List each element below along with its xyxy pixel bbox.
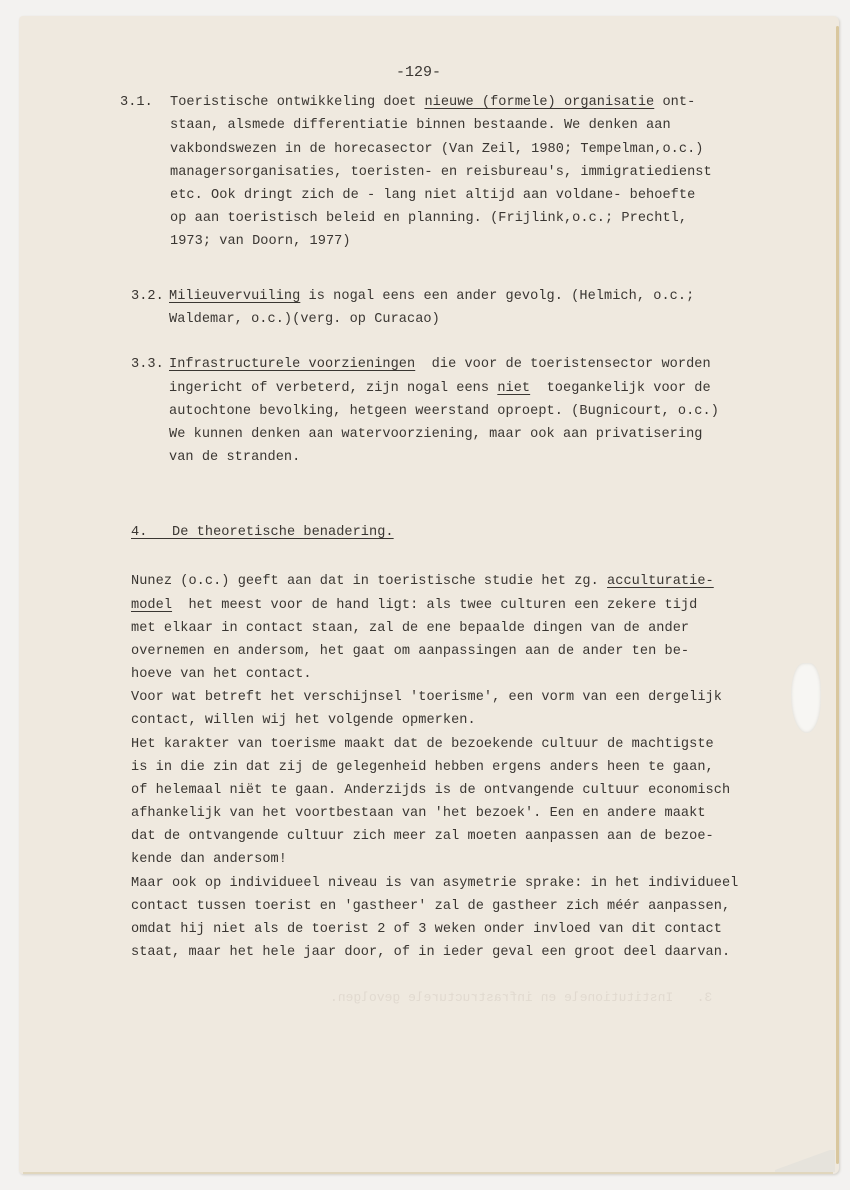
text-line: overnemen en andersom, het gaat om aanpassingen aan de ander ten be- xyxy=(131,644,690,659)
text-line: op aan toeristisch beleid en planning. (Frijlink,o.c.; Prechtl, xyxy=(170,211,688,226)
text-line: staan, alsmede differentiatie binnen bestaande. We denken aan xyxy=(170,118,671,133)
corner-fold xyxy=(775,1150,835,1172)
text-line: Maar ook op individueel niveau is van asymetrie sprake: in het individueel xyxy=(131,876,739,891)
text-line: dat de ontvangende cultuur zich meer zal moeten aanpassen aan de bezoe- xyxy=(131,829,714,844)
text-line: autochtone bevolking, hetgeen weerstand oproept. (Bugnicourt, o.c.) xyxy=(169,404,719,419)
section-3-1-line-1: Toeristische ontwikkeling doet nieuwe (formele) organisatie ont- xyxy=(170,95,696,110)
section-3-2-line-1: Milieuvervuiling is nogal eens een ander gevolg. (Helmich, o.c.; xyxy=(169,289,695,304)
text-line: contact tussen toerist en 'gastheer' zal de gastheer zich méér aanpassen, xyxy=(131,899,731,914)
underlined-phrase: Milieuvervuiling xyxy=(169,289,301,304)
page-edge xyxy=(23,1172,833,1174)
page-edge xyxy=(836,26,839,1164)
text-line: Waldemar, o.c.)(verg. op Curacao) xyxy=(169,312,440,327)
section-4-line-2: model het meest voor de hand ligt: als twee culturen een zekere tijd xyxy=(131,598,698,613)
text-line: We kunnen denken aan watervoorziening, maar ook aan privatisering xyxy=(169,427,703,442)
text-line: afhankelijk van het voortbestaan van 'het bezoek'. Een en andere maakt xyxy=(131,806,706,821)
text-line: managersorganisaties, toeristen- en reisbureau's, immigratiedienst xyxy=(170,165,712,180)
page-number: -129- xyxy=(396,64,442,81)
text-line: kende dan andersom! xyxy=(131,852,287,867)
text-line: hoeve van het contact. xyxy=(131,667,312,682)
section-number: 3.3. xyxy=(131,357,164,372)
text-line: vakbondswezen in de horecasector (Van Zeil, 1980; Tempelman,o.c.) xyxy=(170,142,704,157)
text-line: staat, maar het hele jaar door, of in ieder geval een groot deel daarvan. xyxy=(131,945,731,960)
section-3-3-line-2: ingericht of verbeterd, zijn nogal eens niet toegankelijk voor de xyxy=(169,381,711,396)
text-line: van de stranden. xyxy=(169,450,301,465)
section-number: 3.2. xyxy=(131,289,164,304)
bleed-through-text: 3. Institutionele en infrastructurele gevolgen. xyxy=(330,990,713,1005)
text-line: Voor wat betreft het verschijnsel 'toerisme', een vorm van een dergelijk xyxy=(131,690,722,705)
underlined-phrase: model xyxy=(131,598,173,613)
underlined-word: niet xyxy=(497,381,531,396)
section-3-3-line-1: Infrastructurele voorzieningen die voor de toeristensector worden xyxy=(169,357,711,372)
text-line: contact, willen wij het volgende opmerken. xyxy=(131,713,476,728)
section-heading: 4. De theoretische benadering. xyxy=(131,525,394,540)
section-4-line-1: Nunez (o.c.) geeft aan dat in toeristische studie het zg. acculturatie- xyxy=(131,574,714,589)
underlined-phrase: Infrastructurele voorzieningen xyxy=(169,357,416,372)
text-line: met elkaar in contact staan, zal de ene bepaalde dingen van de ander xyxy=(131,621,690,636)
text-line: of helemaal niët te gaan. Anderzijds is de ontvangende cultuur economisch xyxy=(131,783,731,798)
text-line: Het karakter van toerisme maakt dat de bezoekende cultuur de machtigste xyxy=(131,737,714,752)
text-line: is in die zin dat zij de gelegenheid hebben ergens anders heen te gaan, xyxy=(131,760,714,775)
paper-hole-damage xyxy=(791,663,821,733)
underlined-phrase: acculturatie- xyxy=(607,574,714,589)
underlined-phrase: nieuwe (formele) organisatie xyxy=(424,95,655,110)
text-line: omdat hij niet als de toerist 2 of 3 weken onder invloed van dit contact xyxy=(131,922,722,937)
text-line: 1973; van Doorn, 1977) xyxy=(170,234,351,249)
text-line: etc. Ook dringt zich de - lang niet altijd aan voldane- behoefte xyxy=(170,188,696,203)
section-number: 3.1. xyxy=(120,95,153,110)
